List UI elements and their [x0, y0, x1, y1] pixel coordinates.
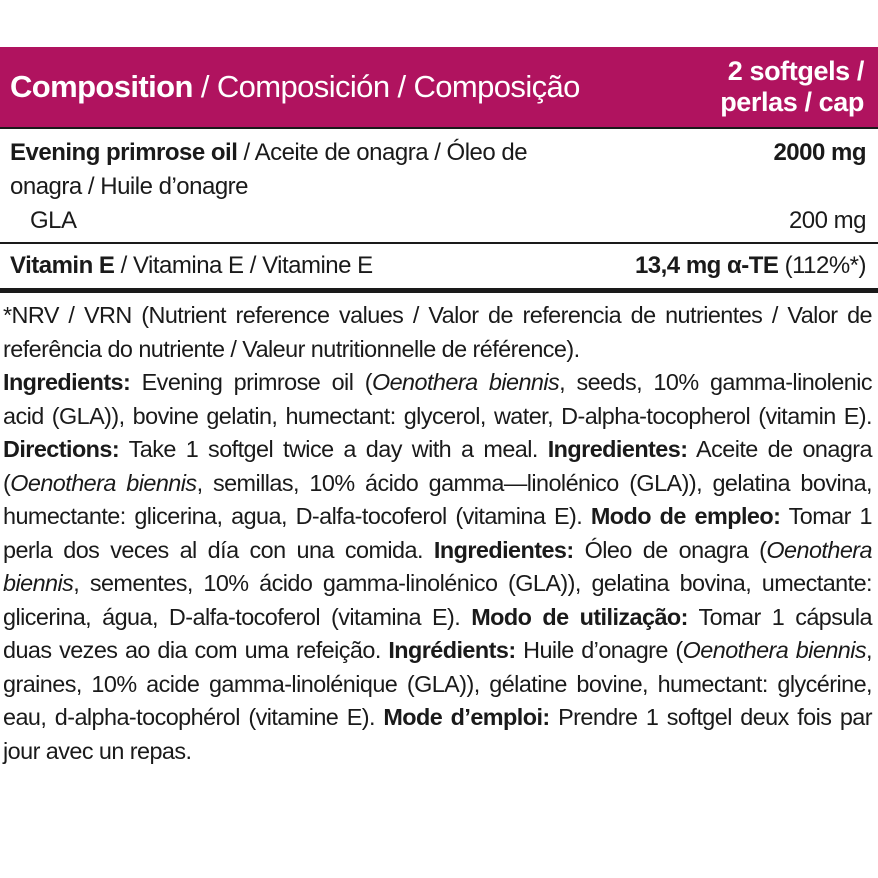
pt-directions-text: Tomar 1 cápsula duas vezes ao dia com uma refeição. [3, 603, 872, 663]
vitamin-e-name [10, 244, 373, 288]
vitamin-e-amount-rest: (112%*) [778, 252, 866, 279]
es-ingredients-post: , semillas, 10% ácido gamma—linolénico (GLA)), gelatina bovina, humectante: glicerina, agua, D-alfa-tocoferol (vitamina E). [3, 469, 873, 529]
row-gla [0, 204, 878, 242]
primrose-name-rest: / Aceite de onagra / Óleo de onagra / Huile d’onagre [10, 139, 528, 200]
fr-directions-label: Mode d’emploi: [383, 704, 550, 730]
pt-species: Oenothera biennis [3, 536, 872, 596]
vitamin-e-amount-bold: 13,4 mg α-TE [634, 252, 779, 279]
row-evening-primrose-oil [0, 129, 878, 204]
es-directions-label: Modo de empleo: [590, 503, 781, 529]
composition-header [0, 47, 878, 127]
composition-title [10, 69, 580, 105]
en-ingredients-label: Ingredients: [3, 369, 131, 395]
vitamin-e-name-rest: / Vitamina E / Vitamine E [114, 252, 373, 279]
en-ingredients-pre: Evening primrose oil ( [130, 369, 372, 395]
row-vitamin-e [0, 244, 878, 288]
fr-ingredients-label: Ingrédients: [388, 637, 516, 663]
es-directions-text: Tomar 1 perla dos veces al día con una comida. [3, 503, 872, 563]
en-directions-label: Directions: [3, 436, 120, 462]
en-species: Oenothera biennis [371, 369, 560, 395]
serving-size-line1: 2 softgels / [727, 56, 864, 86]
composition-title-bold: Composition [10, 69, 193, 104]
es-ingredients-label: Ingredientes: [547, 436, 688, 462]
primrose-name [10, 136, 570, 204]
vitamin-e-amount [635, 244, 866, 288]
serving-size-line2: perlas / cap [720, 87, 864, 117]
vitamin-e-name-bold: Vitamin E [10, 252, 115, 279]
pt-ingredients-label: Ingredientes: [433, 536, 574, 563]
gla-name: GLA [30, 207, 77, 234]
fr-ingredients-post: , graines, 10% acide gamma-linolénique (GLA)), gélatine bovine, humectant: glycérine, eau, d-alpha-tocophérol (vitamine E). [3, 637, 872, 730]
primrose-amount: 2000 mg [773, 139, 866, 166]
ingredients-paragraph [3, 366, 872, 768]
fr-ingredients-pre: Huile d’onagre ( [515, 637, 683, 663]
es-species: Oenothera biennis [10, 469, 197, 496]
pt-ingredients-post: , sementes, 10% ácido gamma-linolénico (GLA)), gelatina bovina, umectante: glicerina, água, D-alfa-tocoferol (vitamina E). [3, 570, 872, 630]
label-body-text [0, 293, 878, 768]
fr-directions-text: Prendre 1 softgel deux fois par jour avec un repas. [3, 704, 872, 764]
nrv-note: *NRV / VRN (Nutrient reference values / Valor de referencia de nutrientes / Valor de referência do nutriente / Valeur nutritionnelle de référence). [3, 302, 872, 362]
en-directions-text: Take 1 softgel twice a day with a meal. [119, 436, 548, 462]
fr-species: Oenothera biennis [682, 637, 867, 663]
es-ingredients-pre: Aceite de onagra ( [3, 436, 872, 496]
composition-title-rest: / Composición / Composição [192, 69, 580, 104]
serving-size [720, 56, 864, 118]
pt-directions-label: Modo de utilização: [471, 603, 688, 630]
primrose-name-bold: Evening primrose oil [10, 139, 238, 166]
gla-amount: 200 mg [788, 207, 866, 234]
en-ingredients-post: , seeds, 10% gamma-linolenic acid (GLA)), bovine gelatin, humectant: glycerol, water, D-alpha-tocopherol (vitamin E). [3, 369, 872, 429]
pt-ingredients-pre: Óleo de onagra ( [573, 536, 767, 563]
